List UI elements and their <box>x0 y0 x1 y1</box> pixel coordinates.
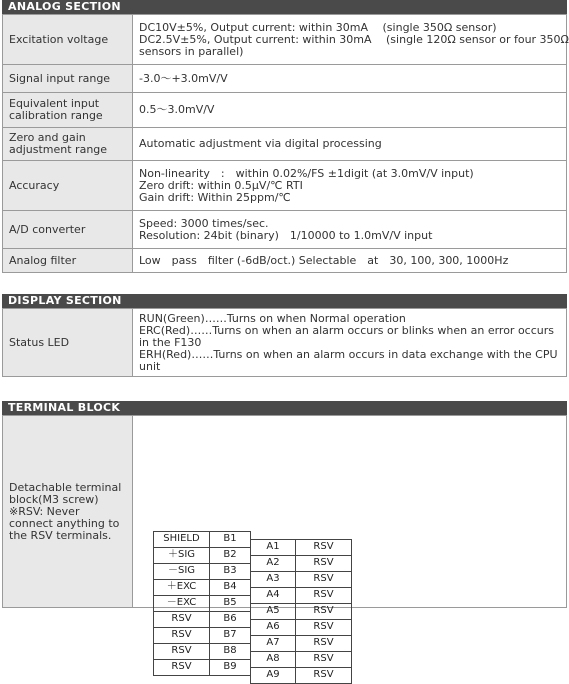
terminal-signal: ＋SIG <box>154 547 210 563</box>
terminal-spec-table <box>2 415 567 680</box>
terminal-row <box>154 611 251 627</box>
spec-line: 0.5～3.0mV/V <box>139 103 215 116</box>
terminal-pin: A8 <box>251 651 296 667</box>
terminal-signal: RSV <box>296 651 352 667</box>
spec-row-zero-gain <box>3 128 567 161</box>
terminal-pin: A6 <box>251 619 296 635</box>
terminal-signal: RSV <box>154 627 210 643</box>
terminal-signal: RSV <box>296 539 352 555</box>
spec-line: Non-linearity : within 0.02%/FS ±1digit (at 3.0mV/V input) <box>139 166 474 180</box>
spec-value <box>133 15 567 65</box>
spec-row-terminal <box>3 416 567 608</box>
spec-row-calibration <box>3 93 567 128</box>
terminal-signal: RSV <box>296 555 352 571</box>
terminal-pin: B4 <box>210 579 251 595</box>
terminal-row <box>154 531 251 547</box>
spec-label: Signal input range <box>3 65 133 93</box>
spec-line: Automatic adjustment via digital processing <box>139 137 382 150</box>
spec-label: Equivalent input calibration range <box>3 93 133 128</box>
terminal-section <box>2 401 567 680</box>
terminal-row <box>251 603 352 619</box>
spec-line: ERH(Red)……Turns on when an alarm occurs in data exchange with the CPU unit <box>139 347 558 373</box>
terminal-signal: RSV <box>296 619 352 635</box>
spec-line: DC10V±5%, Output current: within 30mA (single 350Ω sensor) <box>139 20 497 34</box>
display-section <box>2 294 567 377</box>
terminal-pin: A1 <box>251 539 296 555</box>
terminal-signal: RSV <box>154 611 210 627</box>
analog-section <box>2 0 567 273</box>
terminal-pin: B1 <box>210 531 251 547</box>
spec-line: -3.0～+3.0mV/V <box>139 71 228 85</box>
terminal-row <box>251 619 352 635</box>
terminal-pin: A2 <box>251 555 296 571</box>
spec-line: ERC(Red)……Turns on when an alarm occurs or blinks when an error occurs in the F130 <box>139 323 554 349</box>
terminal-signal: RSV <box>296 603 352 619</box>
terminal-signal: SHIELD <box>154 531 210 547</box>
spec-row-excitation <box>3 15 567 65</box>
display-spec-table <box>2 308 567 377</box>
terminal-pin: B5 <box>210 595 251 611</box>
spec-value <box>133 93 567 128</box>
terminal-signal: RSV <box>154 659 210 675</box>
terminal-left-column <box>153 531 251 676</box>
terminal-row <box>251 635 352 651</box>
terminal-right-column <box>250 539 352 684</box>
spec-line: Resolution: 24bit (binary) 1/10000 to 1.0mV/V input <box>139 228 433 242</box>
analog-section-title: ANALOG SECTION <box>2 0 567 14</box>
terminal-pin: A9 <box>251 667 296 683</box>
spec-label: A/D converter <box>3 211 133 249</box>
terminal-row <box>154 627 251 643</box>
terminal-pin: A4 <box>251 587 296 603</box>
terminal-pin: B3 <box>210 563 251 579</box>
terminal-pin: B8 <box>210 643 251 659</box>
terminal-pin: A5 <box>251 603 296 619</box>
analog-spec-table <box>2 14 567 273</box>
terminal-pin: A7 <box>251 635 296 651</box>
spec-value <box>133 161 567 211</box>
terminal-signal: RSV <box>154 643 210 659</box>
terminal-pin: B9 <box>210 659 251 675</box>
terminal-row <box>251 651 352 667</box>
spec-row-signal-input <box>3 65 567 93</box>
spec-line: sensors in parallel) <box>139 44 244 58</box>
terminal-row <box>154 547 251 563</box>
terminal-row <box>154 579 251 595</box>
terminal-signal: RSV <box>296 667 352 683</box>
spec-line: RUN(Green)……Turns on when Normal operation <box>139 311 406 325</box>
spec-line: Zero drift: within 0.5μV/℃ RTI <box>139 178 303 192</box>
spec-value <box>133 249 567 273</box>
terminal-pin: B7 <box>210 627 251 643</box>
terminal-section-title: TERMINAL BLOCK <box>2 401 567 415</box>
spec-line: Low pass filter (-6dB/oct.) Selectable at 30, 100, 300, 1000Hz <box>139 253 509 267</box>
spec-row-status-led <box>3 309 567 377</box>
terminal-description: Detachable terminal block(M3 screw) ※RSV: Never connect anything to the RSV terminals. <box>9 480 122 542</box>
spec-value <box>133 65 567 93</box>
terminal-diagram <box>133 416 567 680</box>
display-section-title: DISPLAY SECTION <box>2 294 567 308</box>
terminal-row <box>251 667 352 683</box>
spec-label: Status LED <box>3 309 133 377</box>
terminal-pin: B6 <box>210 611 251 627</box>
spec-line: Speed: 3000 times/sec. <box>139 216 269 230</box>
spec-label: Excitation voltage <box>3 15 133 65</box>
terminal-signal: RSV <box>296 635 352 651</box>
terminal-pin: A3 <box>251 571 296 587</box>
spec-row-accuracy <box>3 161 567 211</box>
spec-value <box>133 128 567 161</box>
spec-line: Gain drift: Within 25ppm/℃ <box>139 190 291 204</box>
terminal-signal: －EXC <box>154 595 210 611</box>
spec-value <box>133 309 567 377</box>
terminal-signal: ＋EXC <box>154 579 210 595</box>
terminal-row <box>154 659 251 675</box>
spec-line: DC2.5V±5%, Output current: within 30mA (single 120Ω sensor or four 350Ω <box>139 32 569 46</box>
spec-label: Zero and gain adjustment range <box>3 128 133 161</box>
spec-row-ad-converter <box>3 211 567 249</box>
spec-value <box>133 211 567 249</box>
spec-row-analog-filter <box>3 249 567 273</box>
terminal-signal: RSV <box>296 587 352 603</box>
spec-label: Analog filter <box>3 249 133 273</box>
terminal-signal: －SIG <box>154 563 210 579</box>
terminal-pin: B2 <box>210 547 251 563</box>
terminal-row <box>154 563 251 579</box>
terminal-row <box>154 643 251 659</box>
spec-label: Accuracy <box>3 161 133 211</box>
terminal-row <box>251 555 352 571</box>
terminal-row <box>251 587 352 603</box>
terminal-row <box>251 571 352 587</box>
terminal-signal: RSV <box>296 571 352 587</box>
terminal-row <box>251 539 352 555</box>
spec-label <box>3 416 133 608</box>
